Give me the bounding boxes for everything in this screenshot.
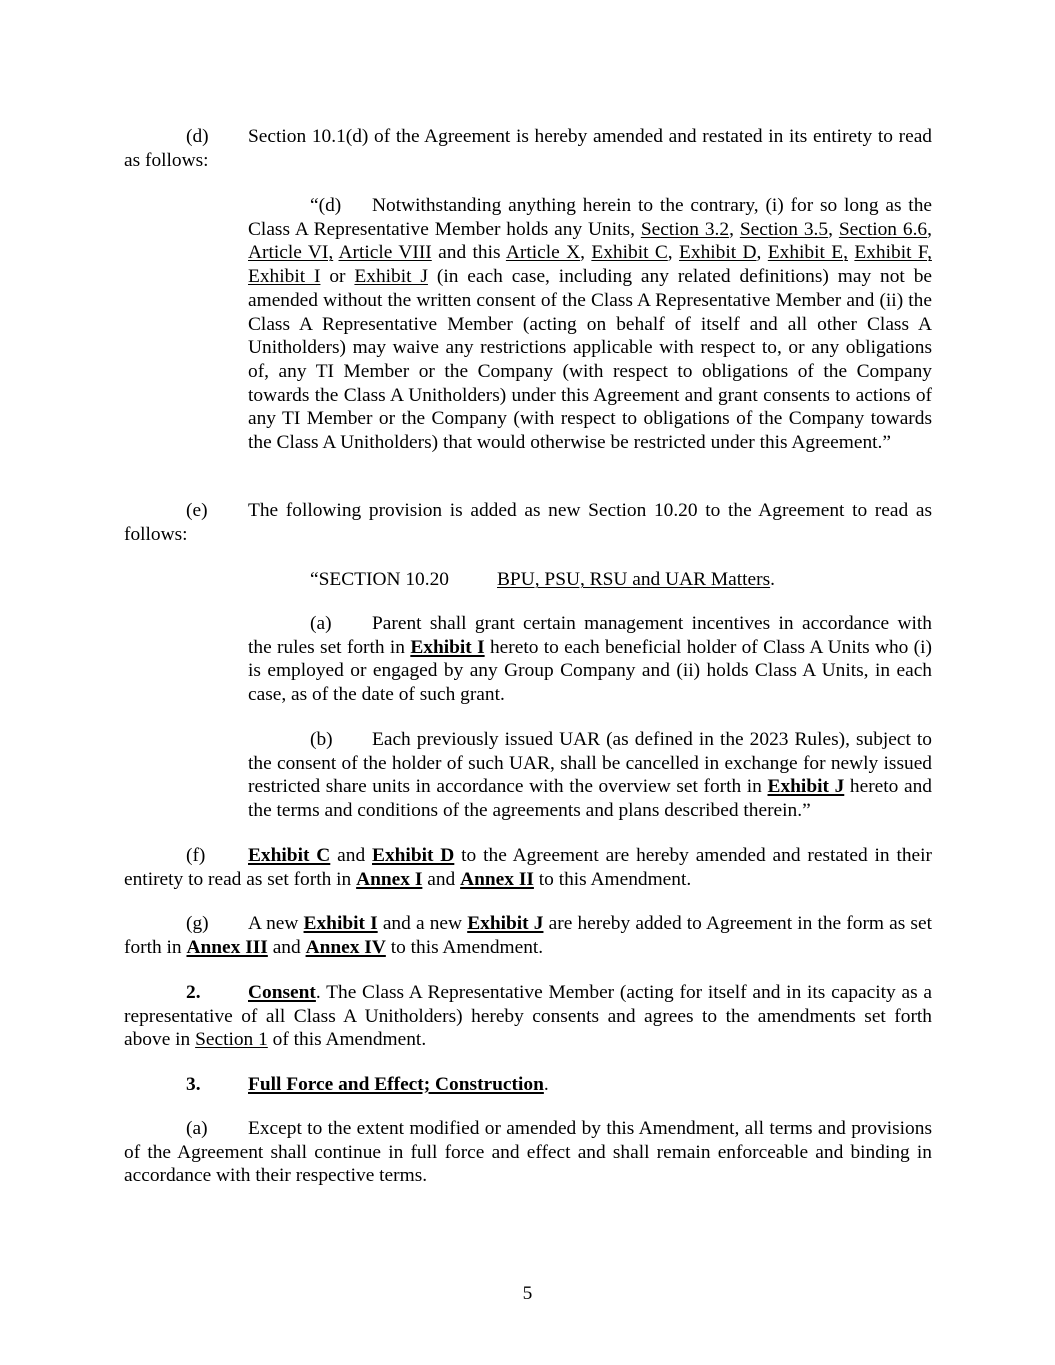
quoted-section-10-1d <box>248 194 932 455</box>
quote-text: hereto to each beneficial holder of Class A Units who (i) is employed or engaged by any Group Company and (ii) holds Class A Units, in each case, as of the date of such grant. <box>248 636 932 706</box>
section-number: 2. <box>186 982 201 1003</box>
exhibit-i-ref: Exhibit I <box>303 913 378 934</box>
quoted-subsection-b <box>248 728 932 823</box>
paragraph-text: Except to the extent modified or amended by this Amendment, all terms and provisions of the Agreement shall continue in full force and effect and shall remain enforceable and binding in accordance with their respective terms. <box>124 1118 932 1187</box>
punctuation: . <box>770 569 775 590</box>
annex-iv-ref: Annex IV <box>305 936 386 958</box>
page-number: 5 <box>522 1283 533 1304</box>
section-3-2-ref: Section 3.2 <box>640 218 730 240</box>
paragraph-text: Section 10.1(d) of the Agreement is hereby amended and restated in its entirety to read as follows: <box>124 126 932 171</box>
paragraph-text: and <box>337 845 366 866</box>
punctuation: , <box>756 242 762 264</box>
paragraph-text: to this Amendment. <box>390 936 544 958</box>
paragraph-text: to the Agreement are hereby amended and restated in their entirety to read as set forth in <box>124 845 933 890</box>
exhibit-e-ref: Exhibit E, <box>767 242 848 264</box>
section-number: “SECTION 10.20 <box>310 569 449 590</box>
exhibit-j-ref: Exhibit J <box>767 776 845 798</box>
paragraph-text: The following provision is added as new Section 10.20 to the Agreement to read as follows: <box>124 500 932 545</box>
section-3-5-ref: Section 3.5 <box>739 218 829 240</box>
quote-text: Each previously issued UAR (as defined in the 2023 Rules), subject to the consent of the holder of such UAR, shall be cancelled in exchange for newly issued restricted share units in accordance with the overview set forth in <box>248 729 932 798</box>
article-viii-ref: Article VIII <box>338 242 432 264</box>
exhibit-d-ref: Exhibit D <box>372 845 455 866</box>
paragraph-text: and a new <box>382 913 463 934</box>
quoted-subsection-a <box>248 612 932 707</box>
exhibit-c-ref: Exhibit C <box>591 242 668 264</box>
paragraph-label: (e) <box>186 500 208 521</box>
exhibit-j-ref: Exhibit J <box>467 913 544 934</box>
paragraph-1g <box>124 912 932 959</box>
exhibit-i-ref: Exhibit I <box>248 266 321 288</box>
section-10-20-heading <box>248 568 932 592</box>
section-title: Consent <box>248 982 316 1003</box>
annex-i-ref: Annex I <box>356 868 423 890</box>
section-1-ref: Section 1 <box>195 1029 268 1051</box>
paragraph-text: and <box>427 868 456 890</box>
paragraph-text: are hereby added to Agreement in the form as set forth in <box>124 913 932 958</box>
section-3-heading <box>124 1073 932 1097</box>
quote-text: Parent shall grant certain management incentives in accordance with the rules set forth in <box>248 613 932 658</box>
quote-label: (b) <box>310 729 333 750</box>
annex-iii-ref: Annex III <box>186 936 268 958</box>
quote-text: (in each case, including any related definitions) may not be amended without the written consent of the Class A Representative Member and (ii) the Class A Representative Member (acting on behalf of itself and all other Class A Unitholders) may waive any restrictions applicable with respect to, or any obligations of, any TI Member or the Company (with respect to obligations of the Company towards the Class A Unitholders) under this Agreement and grant consents to actions of any TI Member or the Company (with respect to obligations of the Company towards the Class A Unitholders) that would otherwise be restricted under this Agreement.” <box>248 266 932 454</box>
section-2-consent <box>124 981 932 1052</box>
exhibit-d-ref: Exhibit D <box>679 242 757 264</box>
punctuation: , <box>667 242 673 264</box>
punctuation: . <box>543 1074 549 1095</box>
section-title: BPU, PSU, RSU and UAR Matters <box>497 569 771 590</box>
paragraph-text: to this Amendment. <box>538 868 692 890</box>
annex-ii-ref: Annex II <box>460 868 534 890</box>
paragraph-text: A new <box>248 913 299 934</box>
quote-text: or <box>329 266 346 288</box>
punctuation: , <box>580 242 585 264</box>
quote-text: and this <box>438 242 501 264</box>
paragraph-1f <box>124 844 932 891</box>
paragraph-label: (g) <box>186 913 209 934</box>
exhibit-c-ref: Exhibit C <box>248 845 331 866</box>
paragraph-text: . The Class A Representative Member (acting for itself and in its capacity as a representative of all Class A Unitholders) hereby consents and agrees to the amendments set forth above in <box>124 982 932 1051</box>
punctuation: , <box>828 218 833 240</box>
punctuation: , <box>729 218 734 240</box>
article-x-ref: Article X <box>505 242 581 264</box>
paragraph-text: and <box>272 936 301 958</box>
punctuation: , <box>927 218 932 240</box>
quote-text: Notwithstanding anything herein to the contrary, (i) for so long as the Class A Representative Member holds any Units, <box>248 195 932 240</box>
paragraph-label: (a) <box>186 1118 208 1139</box>
exhibit-i-ref: Exhibit I <box>410 636 485 658</box>
quote-label: “(d) <box>310 195 342 216</box>
exhibit-f-ref: Exhibit F, <box>854 242 932 264</box>
paragraph-1e <box>124 499 932 546</box>
article-vi-ref: Article VI, <box>248 242 334 264</box>
paragraph-1d <box>124 125 932 172</box>
quote-label: (a) <box>310 613 332 634</box>
paragraph-label: (d) <box>186 126 209 147</box>
section-number: 3. <box>186 1074 201 1095</box>
paragraph-3a <box>124 1117 932 1188</box>
section-title: Full Force and Effect; Construction <box>248 1074 544 1095</box>
exhibit-j-ref: Exhibit J <box>354 266 428 288</box>
paragraph-label: (f) <box>186 845 206 866</box>
section-6-6-ref: Section 6.6 <box>838 218 928 240</box>
quote-text: hereto and the terms and conditions of the agreements and plans described therein.” <box>248 776 932 822</box>
paragraph-text: of this Amendment. <box>272 1029 427 1051</box>
